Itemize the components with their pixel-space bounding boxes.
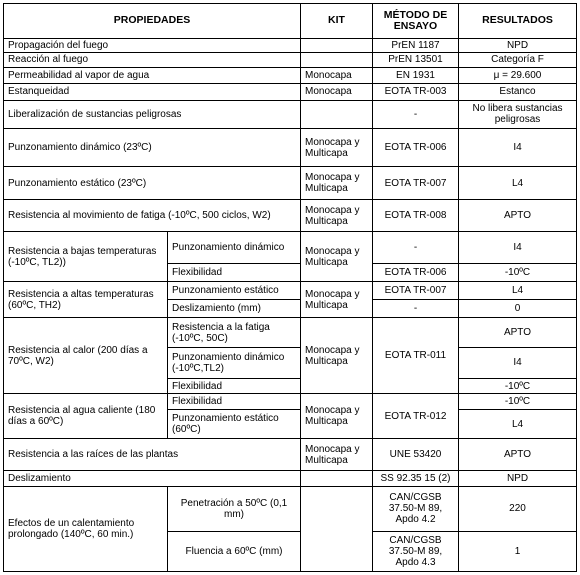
method-cell: - bbox=[373, 231, 459, 263]
kit-cell bbox=[301, 53, 373, 67]
kit-cell bbox=[301, 100, 373, 129]
property-cell: Efectos de un calentamiento prolongado (140ºC, 60 min.) bbox=[4, 486, 168, 571]
method-cell: EOTA TR-006 bbox=[373, 263, 459, 281]
sub-property-cell: Punzonamiento dinámico bbox=[168, 231, 301, 263]
result-cell: -10ºC bbox=[459, 394, 577, 409]
result-cell: NPD bbox=[459, 38, 577, 52]
method-cell: - bbox=[373, 299, 459, 317]
sub-property-cell: Penetración a 50ºC (0,1 mm) bbox=[168, 486, 301, 531]
table-row bbox=[4, 394, 577, 409]
method-cell: PrEN 1187 bbox=[373, 38, 459, 52]
kit-cell bbox=[301, 486, 373, 571]
property-cell: Resistencia a las raíces de las plantas bbox=[4, 439, 301, 471]
property-cell: Propagación del fuego bbox=[4, 38, 301, 52]
kit-cell: Monocapa y Multicapa bbox=[301, 200, 373, 232]
kit-cell: Monocapa y Multicapa bbox=[301, 231, 373, 281]
method-cell: CAN/CGSB 37.50-M 89, Apdo 4.2 bbox=[373, 486, 459, 531]
method-cell: UNE 53420 bbox=[373, 439, 459, 471]
kit-cell bbox=[301, 38, 373, 52]
property-cell: Resistencia al movimiento de fatiga (-10ºC, 500 ciclos, W2) bbox=[4, 200, 301, 232]
kit-cell: Monocapa y Multicapa bbox=[301, 167, 373, 200]
sub-property-cell: Resistencia a la fatiga (-10ºC, 50C) bbox=[168, 318, 301, 348]
sub-property-cell: Punzonamiento estático bbox=[168, 282, 301, 299]
method-cell: PrEN 13501 bbox=[373, 53, 459, 67]
header-kit: KIT bbox=[301, 4, 373, 39]
result-cell: -10ºC bbox=[459, 378, 577, 393]
result-cell: APTO bbox=[459, 439, 577, 471]
header-propiedades: PROPIEDADES bbox=[4, 4, 301, 39]
sub-property-cell: Punzonamiento estático (60ºC) bbox=[168, 409, 301, 439]
result-cell: 220 bbox=[459, 486, 577, 531]
kit-cell: Monocapa y Multicapa bbox=[301, 282, 373, 318]
method-cell: EOTA TR-008 bbox=[373, 200, 459, 232]
result-cell: APTO bbox=[459, 318, 577, 348]
kit-cell bbox=[301, 471, 373, 486]
result-cell: L4 bbox=[459, 282, 577, 299]
property-cell: Deslizamiento bbox=[4, 471, 301, 486]
result-cell: μ = 29.600 bbox=[459, 67, 577, 83]
method-cell: EOTA TR-007 bbox=[373, 167, 459, 200]
sub-property-cell: Flexibilidad bbox=[168, 263, 301, 281]
result-cell: APTO bbox=[459, 200, 577, 232]
kit-cell: Monocapa y Multicapa bbox=[301, 394, 373, 439]
sub-property-cell: Punzonamiento dinámico (-10ºC,TL2) bbox=[168, 347, 301, 378]
table-row bbox=[4, 38, 577, 52]
method-cell: SS 92.35 15 (2) bbox=[373, 471, 459, 486]
sub-property-cell: Flexibilidad bbox=[168, 378, 301, 393]
properties-table bbox=[3, 3, 577, 572]
result-cell: I4 bbox=[459, 129, 577, 167]
method-cell: EOTA TR-006 bbox=[373, 129, 459, 167]
result-cell: No libera sustancias peligrosas bbox=[459, 100, 577, 129]
result-cell: I4 bbox=[459, 347, 577, 378]
table-row bbox=[4, 471, 577, 486]
header-resultados: RESULTADOS bbox=[459, 4, 577, 39]
table-row bbox=[4, 167, 577, 200]
result-cell: I4 bbox=[459, 231, 577, 263]
table-row bbox=[4, 318, 577, 348]
table-row bbox=[4, 100, 577, 129]
sub-property-cell: Fluencia a 60ºC (mm) bbox=[168, 531, 301, 571]
table-row bbox=[4, 439, 577, 471]
property-cell: Resistencia al agua caliente (180 días a 60ºC) bbox=[4, 394, 168, 439]
property-cell: Permeabilidad al vapor de agua bbox=[4, 67, 301, 83]
sub-property-cell: Deslizamiento (mm) bbox=[168, 299, 301, 317]
property-cell: Reacción al fuego bbox=[4, 53, 301, 67]
kit-cell: Monocapa bbox=[301, 67, 373, 83]
kit-cell: Monocapa bbox=[301, 84, 373, 100]
method-cell: CAN/CGSB 37.50-M 89, Apdo 4.3 bbox=[373, 531, 459, 571]
result-cell: L4 bbox=[459, 167, 577, 200]
method-cell: EOTA TR-007 bbox=[373, 282, 459, 299]
result-cell: Categoría F bbox=[459, 53, 577, 67]
kit-cell: Monocapa y Multicapa bbox=[301, 439, 373, 471]
result-cell: 1 bbox=[459, 531, 577, 571]
result-cell: L4 bbox=[459, 409, 577, 439]
header-row bbox=[4, 4, 577, 39]
property-cell: Resistencia al calor (200 días a 70ºC, W2) bbox=[4, 318, 168, 394]
kit-cell: Monocapa y Multicapa bbox=[301, 318, 373, 394]
method-cell: EOTA TR-012 bbox=[373, 394, 459, 439]
kit-cell: Monocapa y Multicapa bbox=[301, 129, 373, 167]
property-cell: Estanqueidad bbox=[4, 84, 301, 100]
property-cell: Punzonamiento estático (23ºC) bbox=[4, 167, 301, 200]
property-cell: Resistencia a altas temperaturas (60ºC, TH2) bbox=[4, 282, 168, 318]
result-cell: Estanco bbox=[459, 84, 577, 100]
table-row bbox=[4, 129, 577, 167]
table-row bbox=[4, 84, 577, 100]
method-cell: EN 1931 bbox=[373, 67, 459, 83]
table-row bbox=[4, 282, 577, 299]
method-cell: - bbox=[373, 100, 459, 129]
result-cell: -10ºC bbox=[459, 263, 577, 281]
property-cell: Liberalización de sustancias peligrosas bbox=[4, 100, 301, 129]
table-row bbox=[4, 53, 577, 67]
property-cell: Resistencia a bajas temperaturas (-10ºC, TL2)) bbox=[4, 231, 168, 281]
result-cell: 0 bbox=[459, 299, 577, 317]
method-cell: EOTA TR-011 bbox=[373, 318, 459, 394]
table-row bbox=[4, 231, 577, 263]
table-row bbox=[4, 67, 577, 83]
header-metodo: MÉTODO DE ENSAYO bbox=[373, 4, 459, 39]
table-row bbox=[4, 486, 577, 531]
result-cell: NPD bbox=[459, 471, 577, 486]
method-cell: EOTA TR-003 bbox=[373, 84, 459, 100]
sub-property-cell: Flexibilidad bbox=[168, 394, 301, 409]
property-cell: Punzonamiento dinámico (23ºC) bbox=[4, 129, 301, 167]
table-row bbox=[4, 200, 577, 232]
